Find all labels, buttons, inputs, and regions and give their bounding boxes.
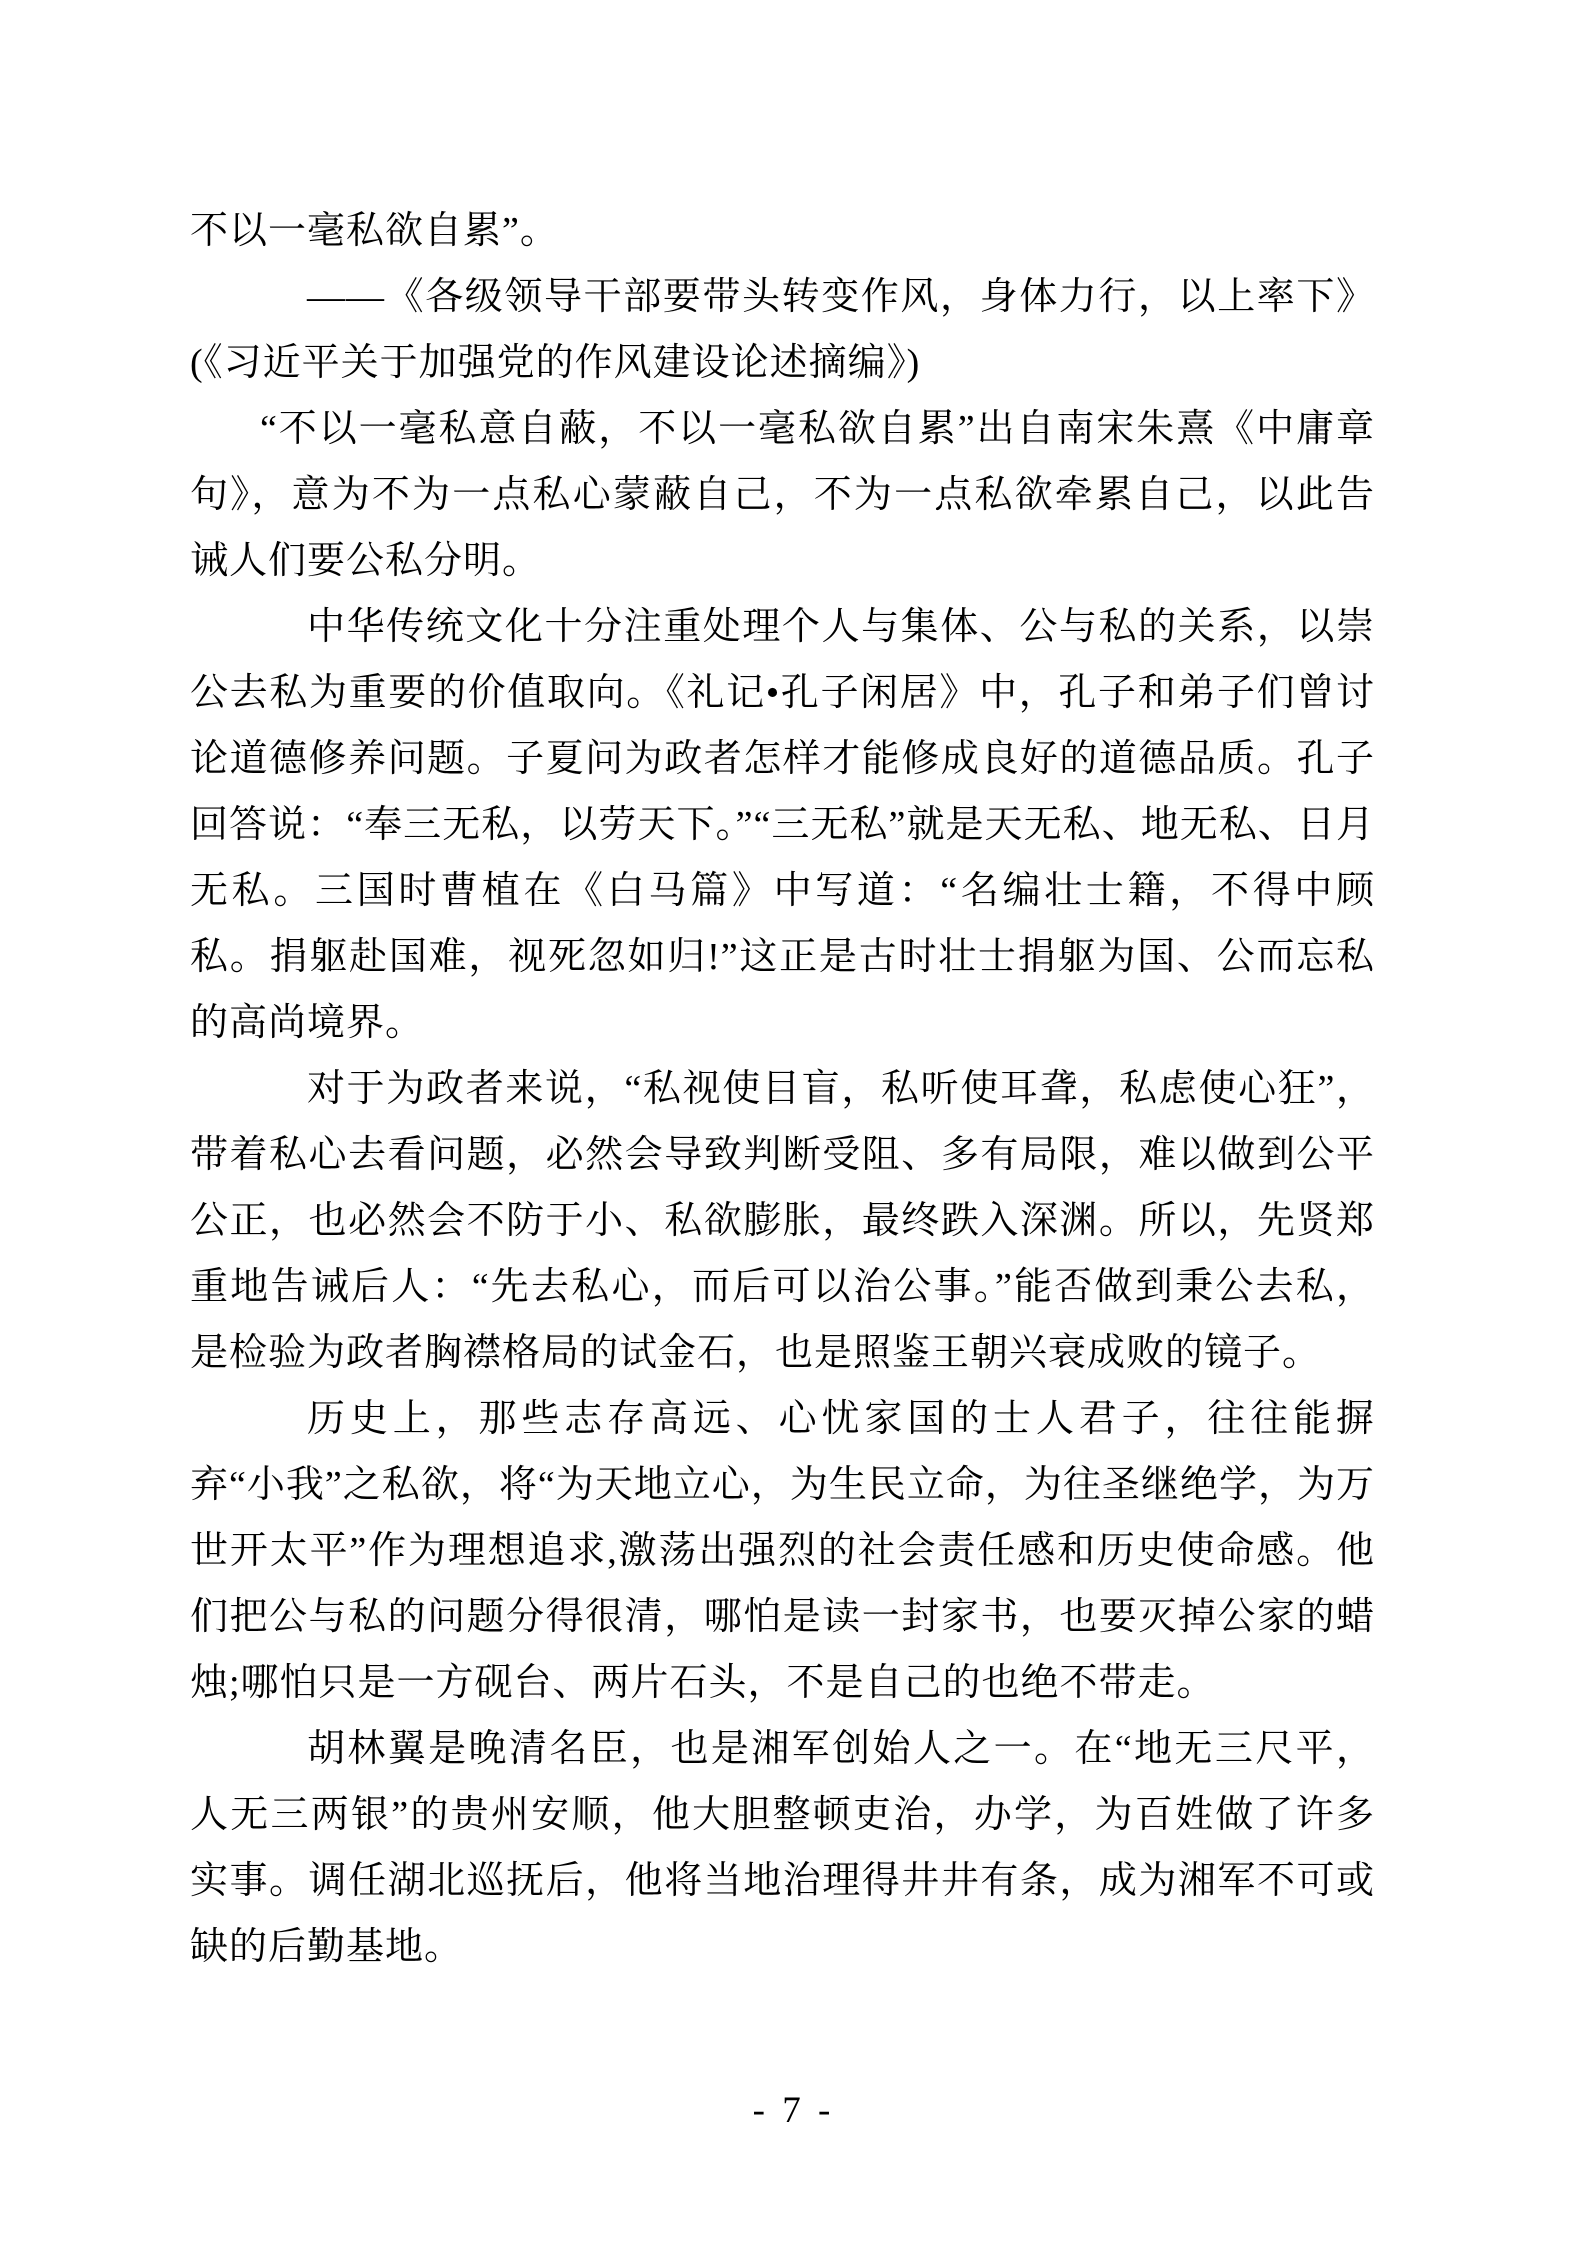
paragraph-body-5: 胡林翼是晚清名臣，也是湘军创始人之一。在“地无三尺平，人无三两银”的贵州安顺，他大胆整顿吏治，办学，为百姓做了许多实事。调任湖北巡抚后，他将当地治理得井井有条，成为湘军不可或缺的后勤基地。 <box>190 1728 1375 1968</box>
paragraph-body-4: 历史上，那些志存高远、心忧家国的士人君子，往往能摒弃“小我”之私欲，将“为天地立心，为生民立命，为往圣继绝学，为万世开太平”作为理想追求,激荡出强烈的社会责任感和历史使命感。他们把公与私的问题分得很清，哪怕是读一封家书，也要灭掉公家的蜡烛;哪怕只是一方砚台、两片石头，不是自己的也绝不带走。 <box>190 1398 1375 1704</box>
paragraph-quote-continuation: 不以一毫私欲自累”。 <box>190 210 559 252</box>
paragraph-attribution-source: ——《各级领导干部要带头转变作风，身体力行，以上率下》(《习近平关于加强党的作风建设论述摘编》) <box>190 276 1375 384</box>
document-body <box>190 198 1375 1980</box>
paragraph-body-1: “不以一毫私意自蔽，不以一毫私欲自累”出自南宋朱熹《中庸章句》，意为不为一点私心蒙蔽自己，不为一点私欲牵累自己，以此告诫人们要公私分明。 <box>190 408 1375 582</box>
paragraph-body-3: 对于为政者来说，“私视使目盲，私听使耳聋，私虑使心狂”，带着私心去看问题，必然会导致判断受阻、多有局限，难以做到公平公正，也必然会不防于小、私欲膨胀，最终跌入深渊。所以，先贤郑重地告诫后人：“先去私心，而后可以治公事。”能否做到秉公去私，是检验为政者胸襟格局的试金石，也是照鉴王朝兴衰成败的镜子。 <box>190 1068 1375 1374</box>
page-number: - 7 - <box>752 2090 835 2131</box>
paragraph-body-2: 中华传统文化十分注重处理个人与集体、公与私的关系，以崇公去私为重要的价值取向。《礼记•孔子闲居》中，孔子和弟子们曾讨论道德修养问题。子夏问为政者怎样才能修成良好的道德品质。孔子回答说：“奉三无私，以劳天下。”“三无私”就是天无私、地无私、日月无私。三国时曹植在《白马篇》中写道：“名编壮士籍，不得中顾私。捐躯赴国难，视死忽如归!”这正是古时壮士捐躯为国、公而忘私的高尚境界。 <box>190 606 1375 1044</box>
